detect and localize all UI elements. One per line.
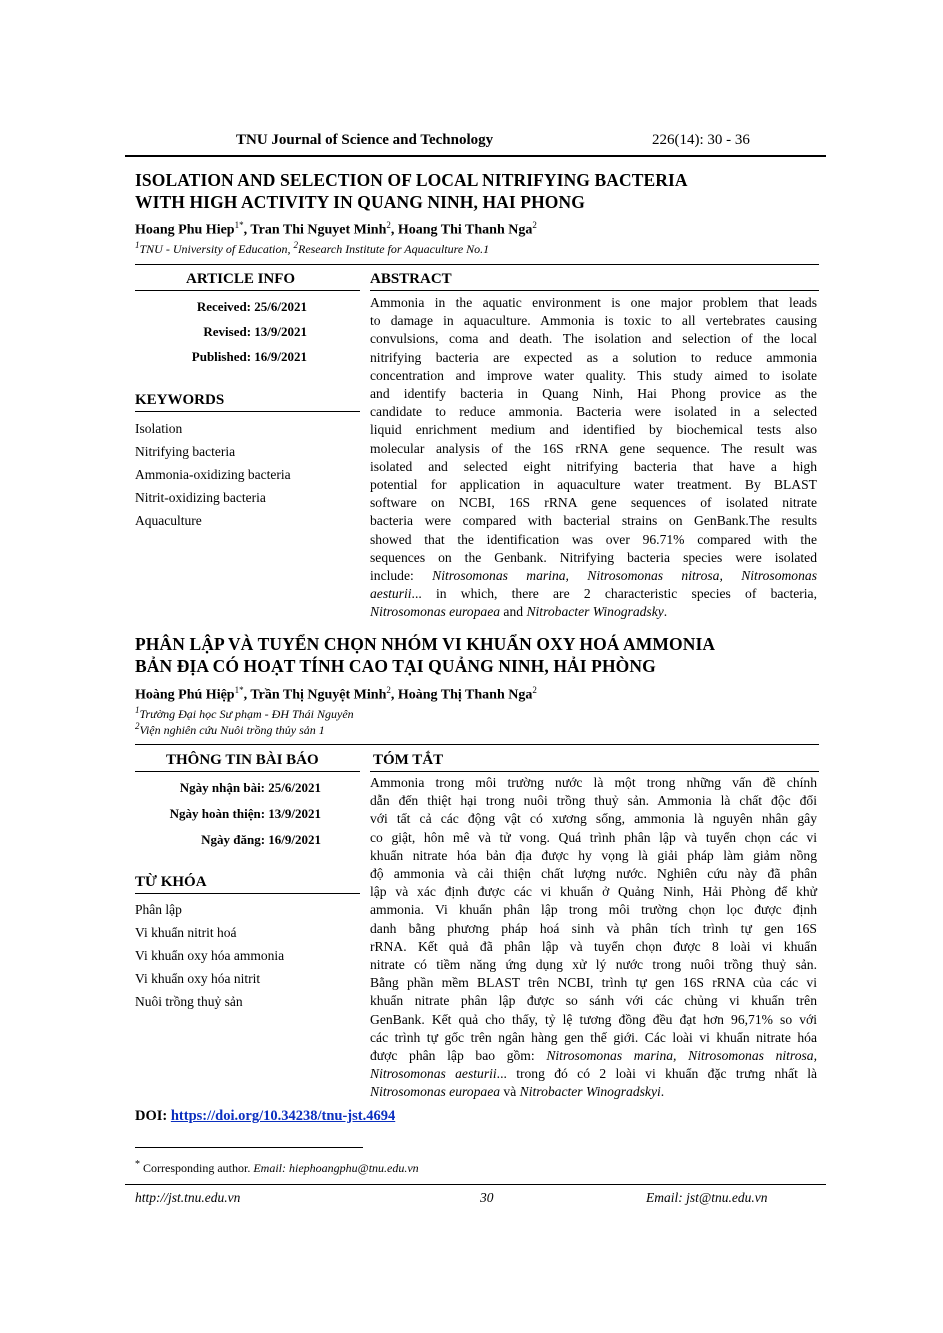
keywords-heading: KEYWORDS <box>135 392 225 408</box>
english-title-line1: ISOLATION AND SELECTION OF LOCAL NITRIFYING BACTERIA <box>135 170 688 190</box>
keyword: Aquaculture <box>135 513 202 528</box>
species-name: Nitrosomonas europaea <box>370 1084 501 1100</box>
abstract-line: dẫn đến thiệt hại trong nuôi trồng thuỷ sản. Ammonia là chất độc đối <box>370 793 817 809</box>
abstract-text: . <box>663 604 668 620</box>
revised-date: Revised: 13/9/2021 <box>203 324 307 339</box>
affil-2: Research Institute for Aquaculture No.1 <box>297 242 490 256</box>
abstract-text: và <box>500 1084 520 1100</box>
doi-line <box>135 1108 395 1125</box>
abstract-line: molecular analysis of the 16S rRNA gene sequence. The result was <box>370 440 817 456</box>
footnote-mark: * <box>135 1159 140 1170</box>
author-2: Trần Thị Nguyệt Minh <box>250 687 387 703</box>
author-2: Tran Thi Nguyet Minh <box>250 222 387 238</box>
keyword: Nitrit-oxidizing bacteria <box>135 490 266 505</box>
vietnamese-authors <box>135 685 537 704</box>
author-3-mark: 2 <box>532 685 537 695</box>
journal-volume: 226(14): 30 - 36 <box>652 132 750 148</box>
author-separator: , <box>390 222 398 238</box>
abstract-line: các trình tự gốc trên ngân hàng gen thế giới. Các loài vi khuẩn nitrate hóa <box>370 1029 817 1045</box>
abstract-line: software on NCBI, 16S rRNA gene sequences of isolated nitrate <box>370 495 817 511</box>
author-1: Hoàng Phú Hiệp <box>135 687 235 703</box>
abstract-line: GenBank. Kết quả cho thấy, tỷ lệ tương đồng đều đạt hơn 96,71% so với <box>370 1011 817 1027</box>
published-date: Published: 16/9/2021 <box>191 349 307 364</box>
affil-1: TNU - University of Education, <box>139 242 294 256</box>
abstract-line <box>370 1065 817 1083</box>
vn-info-top-rule <box>135 744 819 745</box>
keyword: Phân lập <box>135 902 182 917</box>
abstract-line <box>370 1083 817 1101</box>
abstract-rule <box>370 290 819 291</box>
abstract-line: and identify bacteria in Quang Ninh, Hai Phong provice as the <box>370 386 817 402</box>
abstract-line: nitrifying bacteria are expected as a solution to reduce ammonia <box>370 349 817 365</box>
article-info-heading: ARTICLE INFO <box>186 271 296 287</box>
abstract-line: lập và xác định được các vi khuẩn ở Quảng Ninh, Hải Phòng để khử <box>370 884 817 900</box>
abstract-line: potential for application in aquaculture water treatment. By BLAST <box>370 477 817 493</box>
abstract-line <box>370 603 817 621</box>
doi-label: DOI: <box>135 1108 171 1124</box>
keywords-rule <box>135 411 360 412</box>
author-1-mark: 1* <box>234 685 244 695</box>
vietnamese-title-line2: BẢN ĐỊA CÓ HOẠT TÍNH CAO TẠI QUẢNG NINH, HẢI PHÒNG <box>135 656 656 676</box>
footnote-email-label: Email: <box>253 1161 289 1175</box>
abstract-text: được phân lập bao gồm: <box>370 1048 547 1064</box>
abstract-line: liquid enrichment medium and identified by biochemical tests also <box>370 422 817 438</box>
abstract-line: Ammonia in the aquatic environment is one major problem that leads <box>370 295 817 310</box>
abstract-line: convulsions, coma and death. The isolation and selection of the local <box>370 331 817 347</box>
author-3: Hoàng Thị Thanh Nga <box>397 687 533 703</box>
author-separator: , <box>243 687 251 703</box>
english-authors <box>135 220 537 239</box>
keyword: Isolation <box>135 421 183 436</box>
info-rule <box>135 290 360 291</box>
author-1: Hoang Phu Hiep <box>135 222 235 238</box>
affil-2: Viện nghiên cứu Nuôi trồng thủy sản 1 <box>139 723 325 737</box>
footnote-label: Corresponding author. <box>140 1161 254 1175</box>
abstract-line: candidate to reduce ammonia. Bacteria were isolated in a selected <box>370 404 817 420</box>
affil-1-mark: 1 <box>135 705 140 715</box>
abstract-line <box>370 567 817 585</box>
english-affiliation <box>135 240 489 257</box>
author-3: Hoang Thi Thanh Nga <box>397 222 533 238</box>
author-separator: , <box>243 222 251 238</box>
keyword: Ammonia-oxidizing bacteria <box>135 467 291 482</box>
abstract-text: . <box>660 1084 665 1100</box>
abstract-line: Ammonia trong môi trường nước là một trong những vấn đề chính <box>370 775 817 790</box>
abstract-line: với tất cả các động vật có xương sống, ammonia là nguyên nhân gây <box>370 811 817 827</box>
received-date: Received: 25/6/2021 <box>196 299 307 314</box>
species-name: Nitrosomonas aesturii <box>370 1066 497 1082</box>
footer-rule <box>125 1184 826 1185</box>
abstract-line: độ ammonia và cải thiện chất lượng nước. Nghiên cứu này đã phân <box>370 866 817 882</box>
affil-1: Trường Đại học Sư phạm - ĐH Thái Nguyên <box>139 707 354 721</box>
footnote <box>135 1159 419 1176</box>
keyword: Vi khuẩn oxy hóa nitrit <box>135 971 261 986</box>
affil-2-mark: 2 <box>135 721 140 731</box>
footer-email[interactable]: Email: jst@tnu.edu.vn <box>646 1190 768 1205</box>
species-names: Nitrosomonas marina, Nitrosomonas nitrosa, <box>546 1048 817 1064</box>
abstract-line: nitrate có tiềm năng ứng dụng xử lý nước trong nuôi trồng thuỷ sản. <box>370 957 817 973</box>
species-name: Nitrobacter Winogradskyi <box>519 1084 661 1100</box>
vn-revised-date: Ngày hoàn thiện: 13/9/2021 <box>169 806 321 821</box>
author-2-mark: 2 <box>386 220 391 230</box>
abstract-text: ... trong đó có 2 loài vi khuẩn đặc trưng nhất là <box>496 1066 817 1082</box>
vn-published-date: Ngày đăng: 16/9/2021 <box>201 832 321 847</box>
header-rule <box>125 155 826 157</box>
species-name: Nitrosomonas europaea <box>370 604 501 620</box>
abstract-line <box>370 585 817 603</box>
abstract-line: Bằng phần mềm BLAST trên NCBI, trình tự gen 16S rRNA của các vi <box>370 975 817 991</box>
abstract-line: bacteria were compared with bacterial strains on GenBank.The results <box>370 513 817 529</box>
vn-keywords-rule <box>135 893 360 894</box>
abstract-line <box>370 1047 817 1065</box>
vn-abstract-heading: TÓM TẮT <box>373 752 444 768</box>
abstract-line: danh bằng phương pháp hoá sinh và phân tích trình tự gen 16S <box>370 920 817 936</box>
abstract-text: and <box>500 604 527 620</box>
vietnamese-affiliation-2 <box>135 721 325 738</box>
vn-abstract-rule <box>370 771 819 772</box>
info-top-rule <box>135 264 819 265</box>
abstract-heading: ABSTRACT <box>370 271 452 287</box>
keyword: Vi khuẩn oxy hóa ammonia <box>135 948 285 963</box>
author-1-mark: 1* <box>234 220 244 230</box>
abstract-line: showed that the identification was over 96.71% compared with the <box>370 531 817 547</box>
species-name: aesturii <box>370 586 412 602</box>
abstract-line: co giật, hôn mê và tử vong. Quá trình phân lập và tuyển chọn các vi <box>370 829 817 845</box>
vn-info-rule <box>135 771 360 772</box>
doi-link[interactable]: https://doi.org/10.34238/tnu-jst.4694 <box>170 1108 396 1124</box>
abstract-line: to damage in aquaculture. Ammonia is toxic to all vertebrates causing <box>370 313 817 329</box>
english-keyword-list <box>135 417 365 532</box>
english-abstract <box>370 294 817 622</box>
journal-name: TNU Journal of Science and Technology <box>236 132 494 148</box>
abstract-line: ammonia. Vi khuẩn phân lập trong môi trường chọn lọc được định <box>370 902 817 918</box>
keyword: Nuôi trồng thuỷ sản <box>135 994 243 1009</box>
vietnamese-abstract <box>370 774 817 1102</box>
abstract-line: khuẩn nitrate phân lập được so sánh với các chủng vi khuẩn trên <box>370 993 817 1009</box>
author-3-mark: 2 <box>532 220 537 230</box>
abstract-line: concentration and improve water quality. This study aimed to isolate <box>370 367 817 383</box>
species-names: Nitrosomonas marina, Nitrosomonas nitrosa, Nitrosomonas <box>432 568 817 584</box>
affil-2-mark: 2 <box>293 240 298 250</box>
affil-1-mark: 1 <box>135 240 140 250</box>
page-number: 30 <box>480 1190 494 1205</box>
footer-url[interactable]: http://jst.tnu.edu.vn <box>135 1190 241 1205</box>
vietnamese-keyword-list <box>135 898 365 1013</box>
vietnamese-title-line1: PHÂN LẬP VÀ TUYỂN CHỌN NHÓM VI KHUẨN OXY HOÁ AMMONIA <box>135 634 716 654</box>
abstract-line: khuẩn nitrate hóa bản địa được hy vọng là giải pháp làm giảm nồng <box>370 847 817 863</box>
vietnamese-affiliation-1 <box>135 705 354 722</box>
footnote-email[interactable]: hiephoangphu@tnu.edu.vn <box>289 1161 419 1175</box>
vn-received-date: Ngày nhận bài: 25/6/2021 <box>179 780 321 795</box>
keyword: Nitrifying bacteria <box>135 444 236 459</box>
abstract-line: sequences on the Genbank. Nitrifying bacteria species were isolated <box>370 549 817 565</box>
author-2-mark: 2 <box>386 685 391 695</box>
english-title-line2: WITH HIGH ACTIVITY IN QUANG NINH, HAI PHONG <box>135 192 585 212</box>
abstract-line: rRNA. Kết quả đã phân lập và tuyển chọn được 8 loài vi khuẩn <box>370 938 817 954</box>
abstract-text: include: <box>370 568 433 584</box>
species-name: Nitrobacter Winogradsky <box>526 604 664 620</box>
footnote-rule <box>135 1147 363 1148</box>
author-separator: , <box>390 687 398 703</box>
abstract-line: isolated and selected eight nitrifying bacteria that have a high <box>370 458 817 474</box>
abstract-text: ... in which, there are 2 characteristic species of bacteria, <box>411 586 817 602</box>
vn-keywords-heading: TỪ KHÓA <box>135 874 207 890</box>
keyword: Vi khuẩn nitrit hoá <box>135 925 237 940</box>
vn-article-info-heading: THÔNG TIN BÀI BÁO <box>166 752 319 768</box>
